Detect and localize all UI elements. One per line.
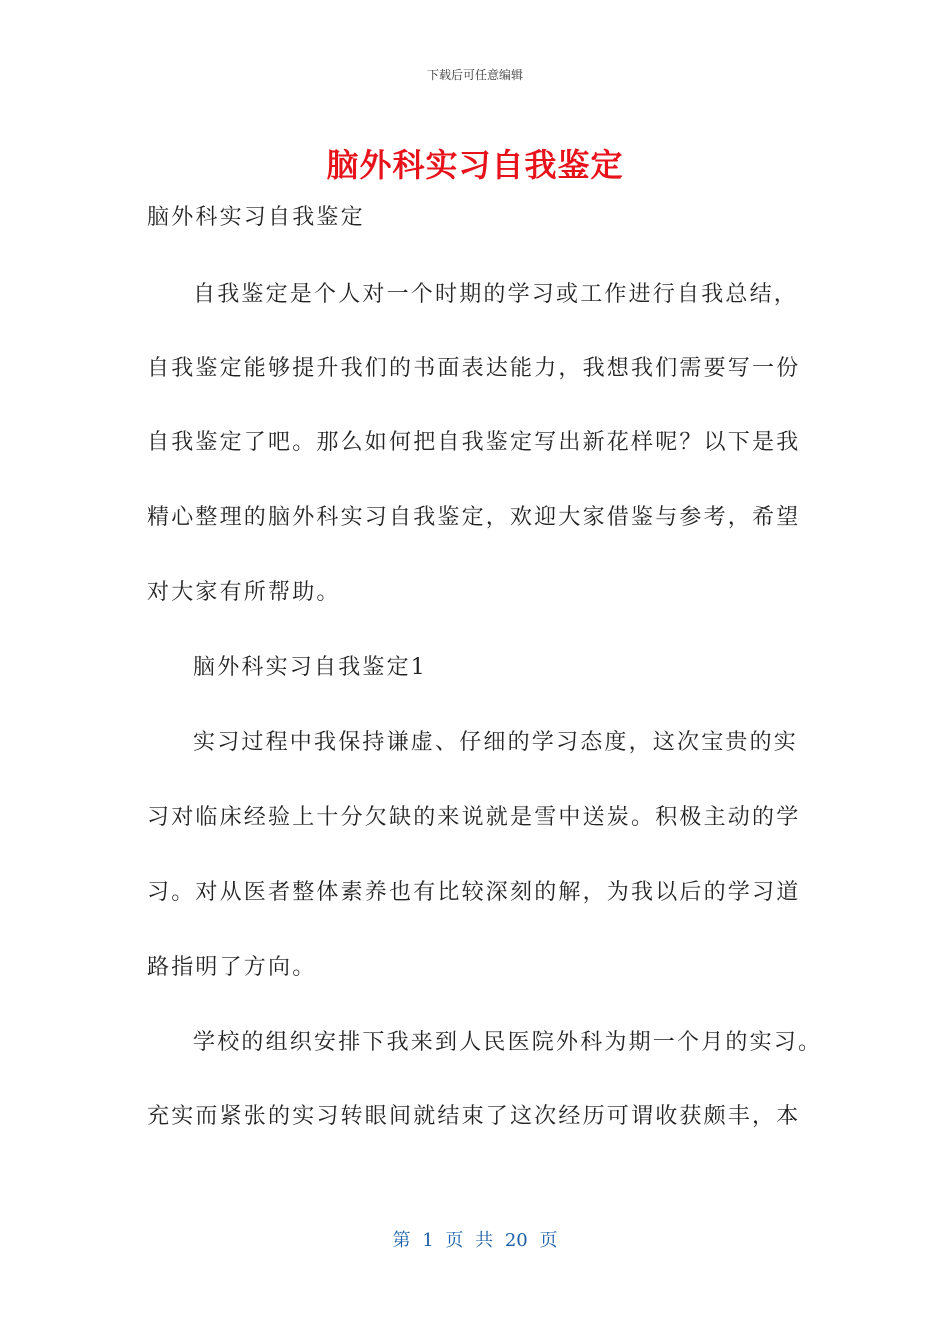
page-indicator: 第 1 页 共 20 页	[392, 1230, 558, 1251]
paragraph-line: 路指明了方向。	[147, 955, 317, 980]
paragraph-line: 实习过程中我保持谦虚、仔细的学习态度，这次宝贵的实	[193, 730, 799, 755]
paragraph-line: 充实而紧张的实习转眼间就结束了这次经历可谓收获颇丰，本	[147, 1104, 801, 1129]
document-title: 脑外科实习自我鉴定	[326, 146, 624, 184]
paragraph-line: 学校的组织安排下我来到人民医院外科为期一个月的实习。	[193, 1030, 823, 1055]
paragraph-line: 自我鉴定能够提升我们的书面表达能力，我想我们需要写一份	[147, 356, 801, 381]
section-heading: 脑外科实习自我鉴定1	[193, 655, 427, 680]
paragraph-line: 习对临床经验上十分欠缺的来说就是雪中送炭。积极主动的学	[147, 805, 801, 830]
paragraph-line: 对大家有所帮助。	[147, 580, 341, 605]
paragraph-line: 习。对从医者整体素养也有比较深刻的解，为我以后的学习道	[147, 880, 801, 905]
paragraph-line: 精心整理的脑外科实习自我鉴定，欢迎大家借鉴与参考，希望	[147, 505, 801, 530]
paragraph-line: 自我鉴定了吧。那么如何把自我鉴定写出新花样呢？以下是我	[147, 430, 801, 455]
paragraph-line: 自我鉴定是个人对一个时期的学习或工作进行自我总结，	[193, 282, 799, 307]
header-note: 下载后可任意编辑	[426, 68, 523, 82]
subtitle-line: 脑外科实习自我鉴定	[147, 205, 365, 230]
